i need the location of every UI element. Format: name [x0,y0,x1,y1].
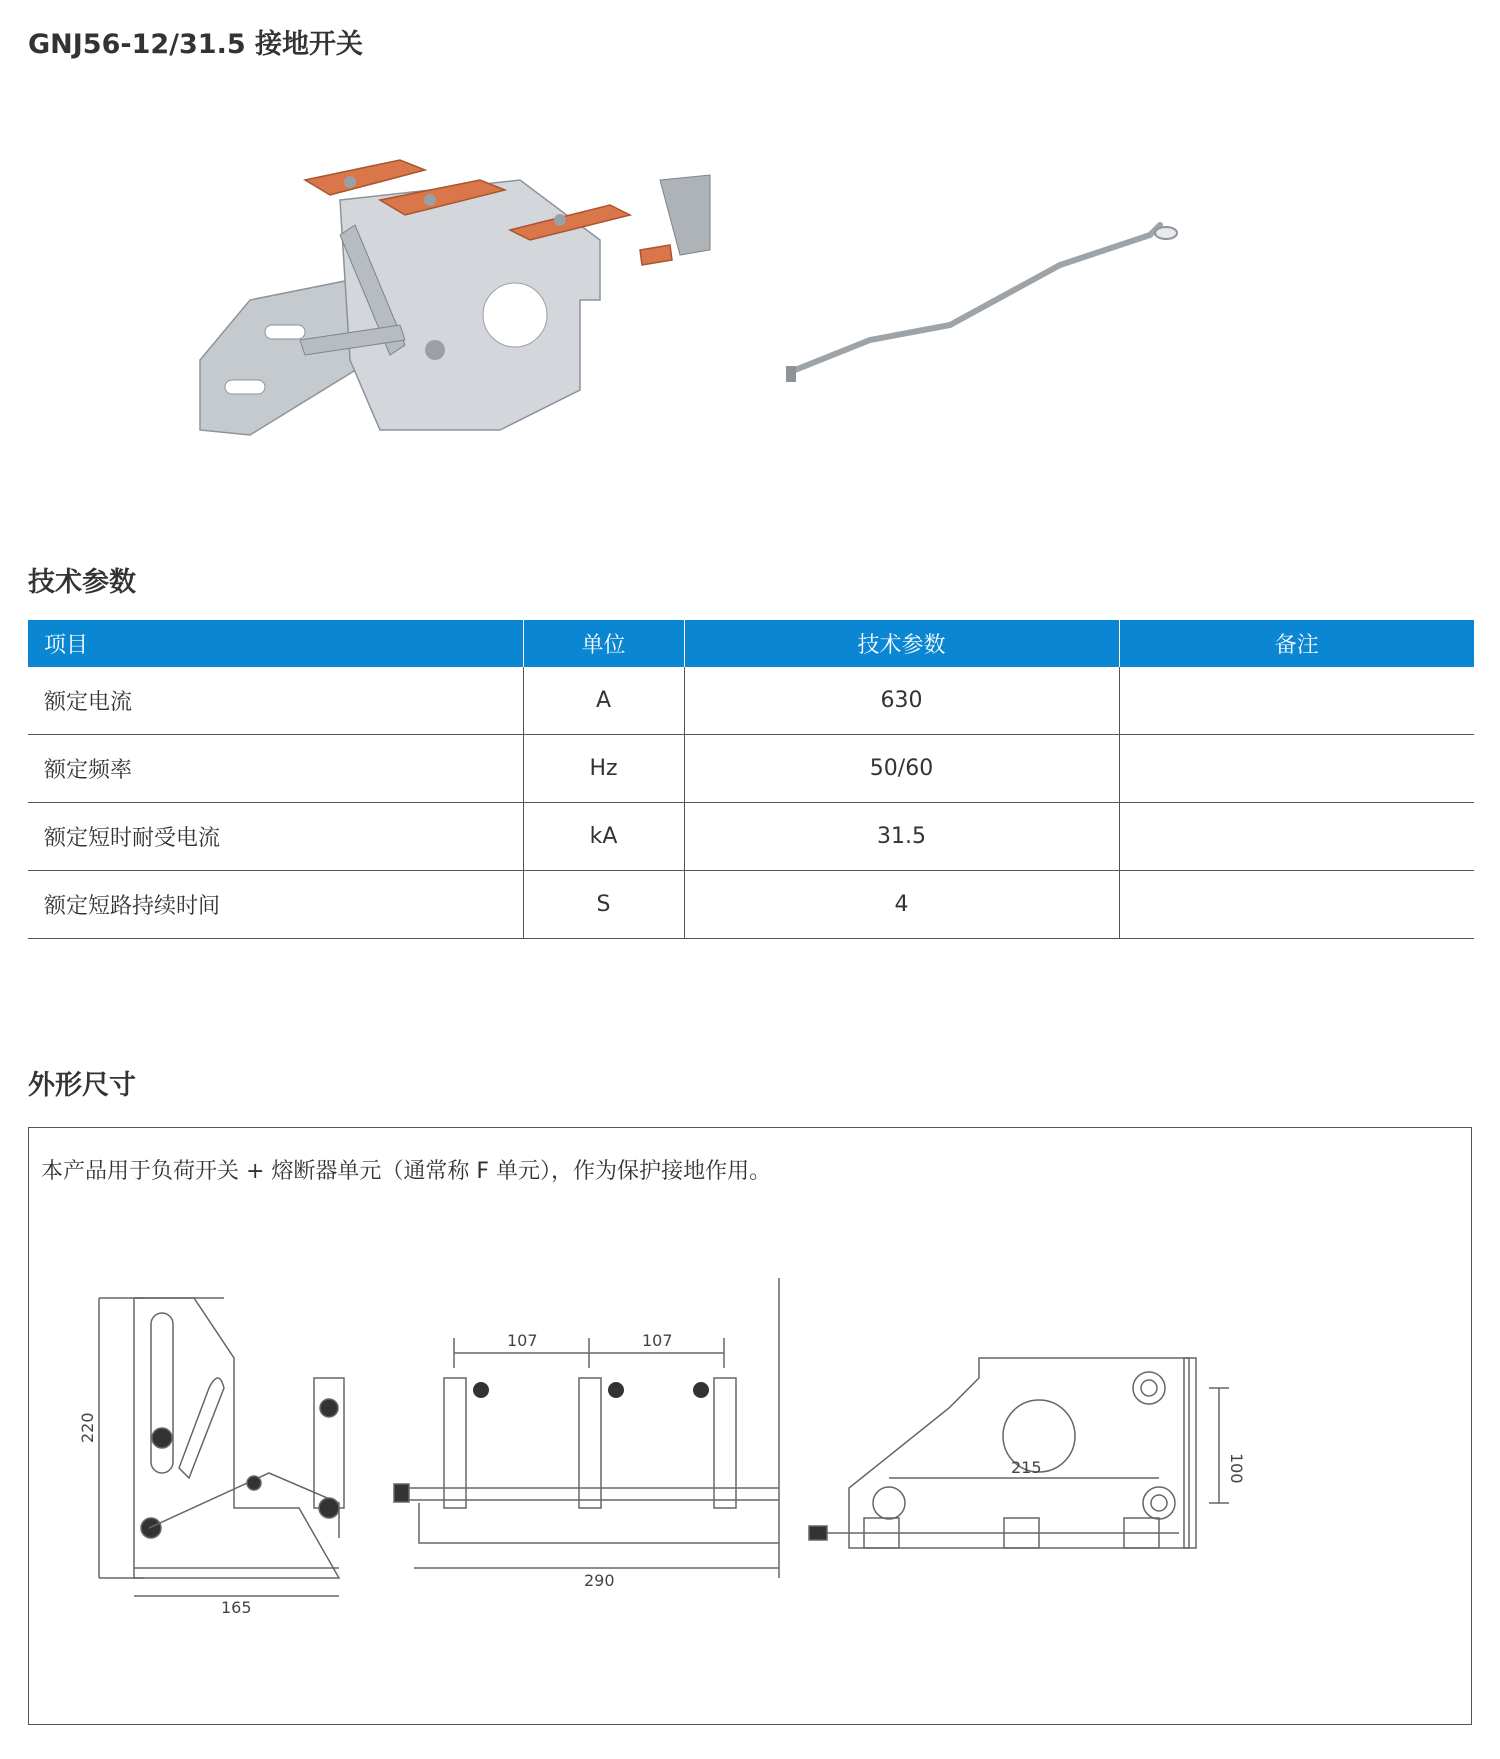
side-height-label: 220 [78,1412,97,1443]
table-row [28,803,1474,871]
side-view-drawing [99,1298,344,1596]
cell-unit: A [523,667,684,735]
rear-span-label: 215 [1011,1458,1042,1477]
table-row [28,735,1474,803]
dimension-note: 本产品用于负荷开关 + 熔断器单元（通常称 F 单元），作为保护接地作用。 [41,1159,772,1184]
earthing-switch-photo [200,160,710,435]
col-header-note: 备注 [1119,620,1474,667]
col-header-unit: 单位 [523,620,684,667]
cell-item: 额定短路持续时间 [28,871,523,939]
col-header-value: 技术参数 [684,620,1119,667]
front-pitch-2-label: 107 [642,1331,673,1350]
technical-drawings [78,1278,1419,1698]
cell-value: 630 [684,667,1119,735]
page-title: GNJ56-12/31.5 接地开关 [28,29,364,60]
rear-view-drawing [809,1358,1229,1548]
front-width-label: 290 [584,1571,615,1590]
spec-table [28,620,1474,939]
dimensions-panel [28,1127,1472,1725]
product-photos [190,140,1340,460]
cell-unit: kA [523,803,684,871]
cell-note [1119,735,1474,803]
table-row [28,871,1474,939]
front-view-drawing [394,1278,779,1578]
table-row [28,667,1474,735]
cell-item: 额定频率 [28,735,523,803]
front-pitch-1-label: 107 [507,1331,538,1350]
table-header-row [28,620,1474,667]
cell-note [1119,871,1474,939]
cell-note [1119,803,1474,871]
dimensions-heading: 外形尺寸 [28,1070,136,1101]
cell-unit: Hz [523,735,684,803]
side-width-label: 165 [221,1598,252,1617]
cell-note [1119,667,1474,735]
cell-item: 额定电流 [28,667,523,735]
cell-value: 31.5 [684,803,1119,871]
operating-rod-photo [786,225,1177,382]
cell-item: 额定短时耐受电流 [28,803,523,871]
col-header-item: 项目 [28,620,523,667]
tech-params-heading: 技术参数 [28,567,136,598]
cell-unit: S [523,871,684,939]
cell-value: 50/60 [684,735,1119,803]
rear-height-label: 100 [1227,1453,1246,1484]
cell-value: 4 [684,871,1119,939]
